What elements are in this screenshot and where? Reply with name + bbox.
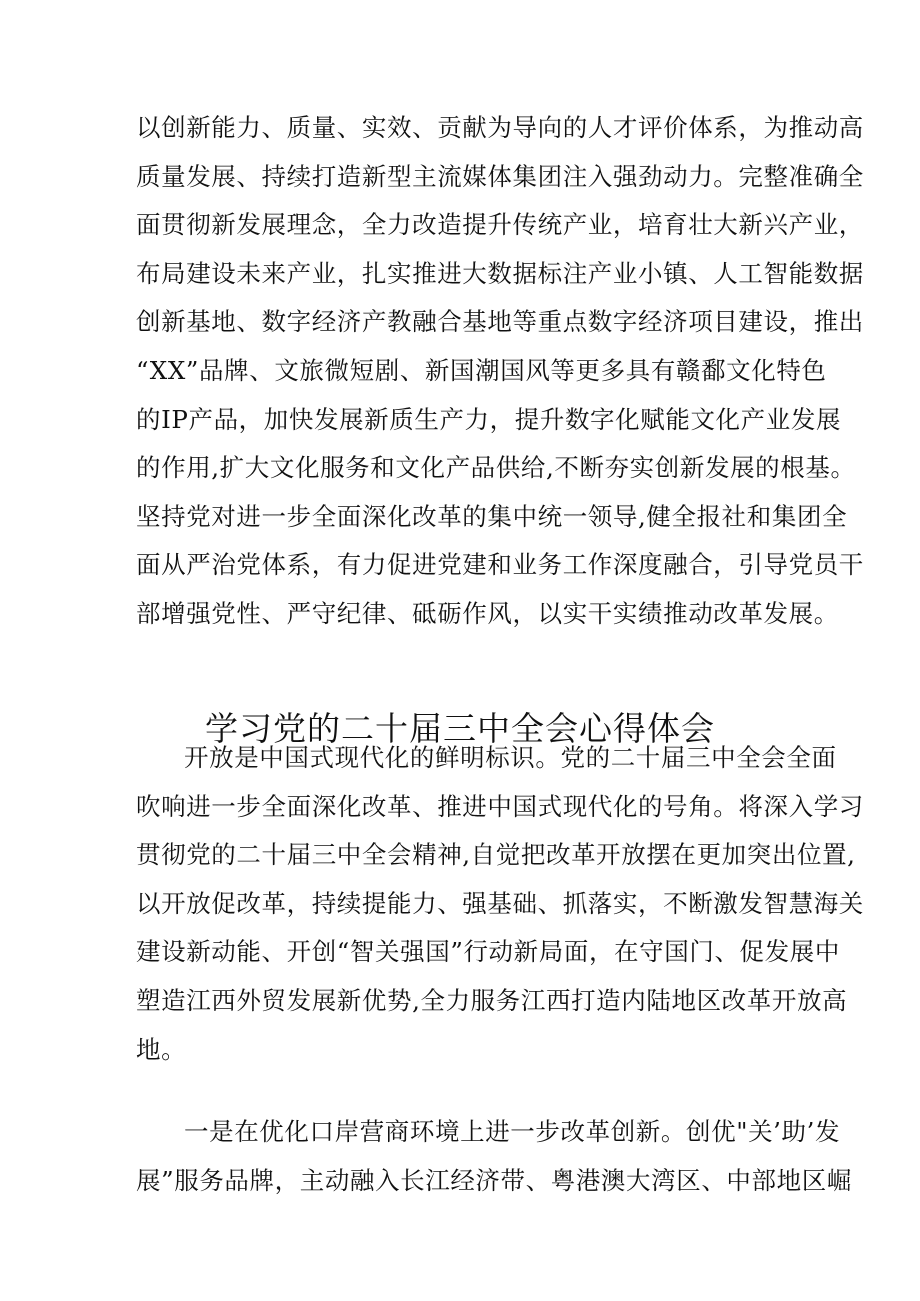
text-line: 吹响进一步全面深化改革、推进中国式现代化的号角。将深入学习 (136, 791, 864, 821)
text-line: 部增强党性、严守纪律、砥砺作风，以实干实绩推动改革发展。 (136, 598, 839, 628)
text-line: 的IP产品，加快发展新质生产力，提升数字化赋能文化产业发展 (136, 404, 842, 434)
text-line: 质量发展、持续打造新型主流媒体集团注入强劲动力。完整准确全 (136, 161, 864, 191)
continuation-paragraph (136, 104, 864, 639)
text-line: 建设新动能、开创“智关强国”行动新局面，在守国门、促发展中 (136, 937, 840, 967)
text-line: 创新基地、数字经济产教融合基地等重点数字经济项目建设，推出 (136, 307, 864, 337)
text-line: 坚持党对进一步全面深化改革的集中统一领导,健全报社和集团全 (136, 501, 848, 531)
text-line: 贯彻党的二十届三中全会精神,自觉把改革开放摆在更加突出位置, (136, 840, 856, 870)
text-line: 一是在优化口岸营商环境上进一步改革创新。创优"关’助’发 (184, 1117, 841, 1146)
text-line: 面从严治党体系，有力促进党建和业务工作深度融合，引导党员干 (136, 550, 864, 580)
text-line: “XX”品牌、文旅微短剧、新国潮国风等更多具有赣鄱文化特色 (136, 355, 827, 385)
text-line: 以创新能力、质量、实效、贡献为导向的人才评价体系，为推动高 (136, 113, 864, 142)
paragraph-point-one (136, 1108, 852, 1205)
text-line: 开放是中国式现代化的鲜明标识。党的二十届三中全会全面 (184, 743, 837, 772)
text-line: 以开放促改革，持续提能力、强基础、抓落实，不断激发智慧海关 (136, 888, 864, 918)
text-line: 布局建设未来产业，扎实推进大数据标注产业小镇、人工智能数据 (136, 258, 864, 288)
text-line: 地。 (136, 1034, 187, 1064)
text-line: 面贯彻新发展理念，全力改造提升传统产业，培育壮大新兴产业， (136, 210, 864, 240)
text-line: 的作用,扩大文化服务和文化产品供给,不断夯实创新发展的根基。 (136, 453, 856, 483)
text-line: 塑造江西外贸发展新优势,全力服务江西打造内陆地区改革开放高 (136, 985, 848, 1015)
paragraph-opening (136, 734, 864, 1074)
text-line: 展”服务品牌，主动融入长江经济带、粤港澳大湾区、中部地区崛 (136, 1165, 852, 1195)
section-title: 学习党的二十届三中全会心得体会 (205, 709, 715, 749)
